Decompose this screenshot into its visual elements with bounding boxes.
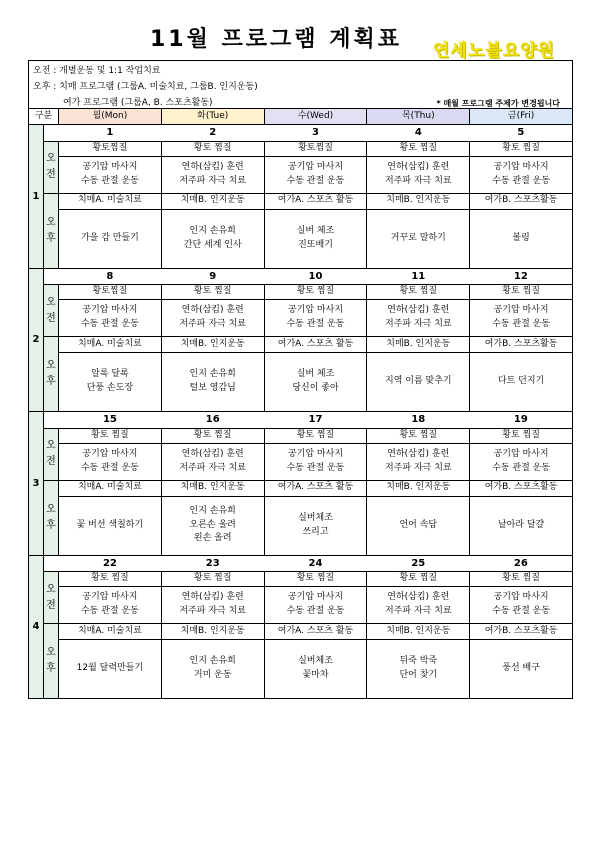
date-cell: 12 (470, 268, 573, 285)
am-main-cell (264, 443, 367, 480)
pm-activity: 오른손 올려 (189, 519, 236, 530)
pm-main-cell (264, 209, 367, 268)
pm-activity: 쓰리고 (302, 526, 329, 537)
pm-activity: 알록 달록 (91, 369, 129, 380)
info-note: * 매월 프로그램 주제가 변경됩니다 (436, 99, 560, 108)
pm-activity: 거꾸로 말하기 (390, 232, 446, 243)
date-cell: 1 (59, 125, 162, 142)
am-activity: 공기압 마사지 (287, 592, 344, 603)
am-main-cell (161, 443, 264, 480)
pm-main-cell (367, 496, 470, 555)
pm-top-cell: 치매A. 미술치료 (59, 337, 162, 353)
pm-top-row (29, 480, 573, 496)
am-activity: 수동 관절 운동 (286, 462, 345, 473)
am-activity: 연하(삼킴) 훈련 (181, 448, 244, 459)
date-cell: 18 (367, 412, 470, 429)
pm-activity: 거미 운동 (193, 670, 232, 680)
am-top-cell: 황토 찜질 (367, 285, 470, 300)
pm-top-cell: 여가B. 스포츠활동 (470, 480, 573, 496)
date-cell: 9 (161, 268, 264, 285)
am-main-cell (59, 587, 162, 624)
pm-top-cell: 치매B. 인지운동 (161, 193, 264, 209)
pm-top-cell: 여가B. 스포츠활동 (470, 624, 573, 640)
pm-activity: 털보 영감님 (189, 383, 236, 393)
am-activity: 공기압 마사지 (82, 161, 138, 172)
am-main-cell (59, 156, 162, 193)
am-top-cell: 황토 찜질 (264, 428, 367, 443)
pm-top-cell: 치매B. 인지운동 (367, 337, 470, 353)
am-activity: 연하(삼킴) 훈련 (181, 305, 244, 316)
pm-top-cell: 치매B. 인지운동 (367, 624, 470, 640)
week-date-row (29, 268, 573, 285)
am-top-cell: 황토 찜질 (470, 572, 573, 587)
am-activity: 수동 관절 운동 (492, 462, 551, 473)
pm-activity: 진또배기 (298, 239, 333, 250)
am-main-cell (367, 443, 470, 480)
am-top-cell: 황토 찜질 (367, 141, 470, 156)
am-top-cell: 황토 찜질 (470, 285, 573, 300)
pm-top-cell: 여가A. 스포츠 활동 (264, 337, 367, 353)
info-line-leisure: 여가 프로그램 (그룹A, B. 스포츠활동) (63, 98, 213, 108)
am-main-cell (264, 156, 367, 193)
pm-main-cell (367, 209, 470, 268)
week-date-row (29, 555, 573, 572)
info-line-pm: 오후 : 치매 프로그램 (그룹A. 미술치료, 그룹B. 인지운동) (33, 82, 258, 92)
pm-activity: 볼링 (512, 232, 530, 243)
pm-top-row (29, 337, 573, 353)
date-cell: 11 (367, 268, 470, 285)
am-activity: 연하(삼킴) 훈련 (181, 592, 244, 603)
pm-main-cell (264, 640, 367, 699)
date-cell: 25 (367, 555, 470, 572)
am-activity: 저주파 자극 치료 (179, 319, 246, 329)
am-activity: 연하(삼킴) 훈련 (181, 161, 244, 172)
am-top-cell: 황토 찜질 (59, 428, 162, 443)
am-top-cell: 황토찜질 (59, 141, 162, 156)
am-activity: 수동 관절 운동 (80, 319, 139, 329)
am-activity: 수동 관절 운동 (492, 175, 551, 186)
header-row (29, 109, 573, 125)
pm-activity: 실버 체조 (296, 369, 335, 380)
pm-top-row (29, 193, 573, 209)
date-blank (44, 555, 59, 572)
pm-activity: 실버 체조 (296, 225, 335, 236)
date-cell: 5 (470, 125, 573, 142)
pm-main-row (29, 209, 573, 268)
pm-activity: 12월 달력만들기 (76, 663, 144, 674)
pm-top-cell: 치매B. 인지운동 (161, 337, 264, 353)
pm-main-row (29, 353, 573, 412)
am-top-row (29, 572, 573, 587)
am-top-cell: 황토 찜질 (59, 572, 162, 587)
date-cell: 4 (367, 125, 470, 142)
am-activity: 공기압 마사지 (82, 592, 138, 603)
am-activity: 연하(삼킴) 훈련 (387, 448, 450, 459)
am-activity: 저주파 자극 치료 (179, 606, 246, 616)
am-activity: 저주파 자극 치료 (385, 319, 452, 329)
pm-top-cell: 여가A. 스포츠 활동 (264, 193, 367, 209)
date-blank (44, 125, 59, 142)
pm-main-row (29, 496, 573, 555)
am-activity: 저주파 자극 치료 (385, 606, 452, 616)
am-top-cell: 황토 찜질 (161, 141, 264, 156)
schedule-table (28, 108, 573, 699)
am-top-cell: 황토 찜질 (470, 141, 573, 156)
pm-top-cell: 치매B. 인지운동 (367, 480, 470, 496)
pm-activity: 인지 손유희 (189, 225, 236, 236)
am-top-cell: 황토 찜질 (264, 572, 367, 587)
pm-top-cell: 치매B. 인지운동 (161, 480, 264, 496)
am-activity: 수동 관절 운동 (286, 175, 345, 186)
header-day-wed: 수(Wed) (264, 109, 367, 125)
date-cell: 8 (59, 268, 162, 285)
am-main-cell (264, 587, 367, 624)
pm-activity: 날아라 달걀 (497, 519, 545, 530)
date-cell: 10 (264, 268, 367, 285)
date-cell: 23 (161, 555, 264, 572)
am-activity: 공기압 마사지 (287, 305, 344, 316)
am-main-cell (161, 587, 264, 624)
am-activity: 수동 관절 운동 (80, 462, 139, 473)
pm-main-cell (161, 496, 264, 555)
pm-activity: 다트 던지기 (497, 376, 545, 387)
am-main-cell (367, 156, 470, 193)
week-date-row (29, 412, 573, 429)
week-number: 2 (29, 268, 44, 412)
pm-main-cell (59, 209, 162, 268)
date-cell: 22 (59, 555, 162, 572)
pm-activity: 꽃 버선 색칠하기 (76, 519, 144, 530)
date-cell: 16 (161, 412, 264, 429)
pm-activity: 간단 세계 인사 (183, 239, 242, 250)
pm-top-cell: 여가B. 스포츠활동 (470, 193, 573, 209)
pm-activity: 인지 손유희 (189, 656, 236, 667)
header-day-mon: 월(Mon) (59, 109, 162, 125)
pm-main-cell (264, 353, 367, 412)
program-info-box (28, 60, 573, 108)
am-main-cell (470, 156, 573, 193)
pm-activity: 인지 손유희 (189, 369, 236, 380)
am-label: 오전 (44, 141, 59, 193)
am-activity: 수동 관절 운동 (492, 319, 551, 329)
pm-main-cell (367, 353, 470, 412)
pm-activity: 언어 속담 (399, 519, 438, 530)
pm-main-row (29, 640, 573, 699)
pm-activity: 단풍 손도장 (86, 383, 134, 393)
am-activity: 저주파 자극 치료 (385, 462, 452, 473)
am-main-row (29, 300, 573, 337)
pm-top-cell: 여가A. 스포츠 활동 (264, 480, 367, 496)
header-day-tue: 화(Tue) (161, 109, 264, 125)
pm-activity: 뒤죽 박죽 (399, 656, 438, 667)
pm-activity: 가을 감 만들기 (80, 232, 139, 243)
am-activity: 연하(삼킴) 훈련 (387, 305, 450, 316)
am-activity: 공기압 마사지 (493, 305, 549, 316)
date-blank (44, 268, 59, 285)
am-top-cell: 황토 찜질 (470, 428, 573, 443)
am-activity: 저주파 자극 치료 (385, 175, 452, 186)
week-number: 3 (29, 412, 44, 556)
am-main-row (29, 587, 573, 624)
am-activity: 저주파 자극 치료 (179, 175, 246, 186)
header-gubun: 구분 (29, 109, 59, 125)
am-main-cell (59, 443, 162, 480)
am-top-cell: 황토찜질 (59, 285, 162, 300)
am-activity: 공기압 마사지 (493, 448, 549, 459)
am-main-row (29, 443, 573, 480)
am-activity: 연하(삼킴) 훈련 (387, 592, 450, 603)
pm-top-cell: 여가B. 스포츠활동 (470, 337, 573, 353)
pm-main-cell (367, 640, 470, 699)
pm-label: 오후 (44, 193, 59, 268)
am-top-cell: 황토 찜질 (367, 428, 470, 443)
info-line-am: 오전 : 개별운동 및 1:1 작업치료 (33, 66, 161, 76)
pm-label: 오후 (44, 480, 59, 555)
am-activity: 수동 관절 운동 (286, 319, 345, 329)
pm-main-cell (161, 353, 264, 412)
am-main-cell (161, 300, 264, 337)
date-cell: 19 (470, 412, 573, 429)
am-top-row (29, 285, 573, 300)
am-top-cell: 황토찜질 (264, 141, 367, 156)
date-blank (44, 412, 59, 429)
pm-activity: 실버체조 (298, 656, 333, 667)
am-main-cell (264, 300, 367, 337)
pm-main-cell (161, 640, 264, 699)
am-top-row (29, 141, 573, 156)
am-top-cell: 황토 찜질 (367, 572, 470, 587)
pm-top-cell: 치매A. 미술치료 (59, 193, 162, 209)
am-top-row (29, 428, 573, 443)
am-activity: 연하(삼킴) 훈련 (387, 161, 450, 172)
pm-activity: 풍선 배구 (502, 663, 540, 674)
am-label: 오전 (44, 572, 59, 624)
am-activity: 공기압 마사지 (82, 448, 138, 459)
am-label: 오전 (44, 285, 59, 337)
pm-label: 오후 (44, 337, 59, 412)
brand-logo-text: 연세노블요양원 (433, 41, 555, 61)
am-activity: 공기압 마사지 (493, 161, 549, 172)
pm-activity: 꽃마차 (302, 670, 329, 680)
date-cell: 15 (59, 412, 162, 429)
pm-main-cell (59, 353, 162, 412)
am-activity: 공기압 마사지 (493, 592, 549, 603)
pm-main-cell (470, 353, 573, 412)
pm-top-cell: 치매A. 미술치료 (59, 624, 162, 640)
pm-main-cell (161, 209, 264, 268)
am-activity: 수동 관절 운동 (80, 606, 139, 616)
am-main-cell (161, 156, 264, 193)
pm-main-cell (59, 640, 162, 699)
am-main-cell (367, 300, 470, 337)
am-top-cell: 황토 찜질 (161, 572, 264, 587)
pm-activity: 당신이 좋아 (292, 383, 339, 393)
date-cell: 24 (264, 555, 367, 572)
am-main-cell (367, 587, 470, 624)
pm-top-row (29, 624, 573, 640)
pm-top-cell: 치매A. 미술치료 (59, 480, 162, 496)
am-label: 오전 (44, 428, 59, 480)
am-activity: 저주파 자극 치료 (179, 462, 246, 473)
pm-main-cell (264, 496, 367, 555)
pm-label: 오후 (44, 624, 59, 699)
week-number: 1 (29, 125, 44, 269)
pm-activity: 인지 손유희 (189, 505, 236, 516)
am-activity: 수동 관절 운동 (492, 606, 551, 616)
am-top-cell: 황토 찜질 (264, 285, 367, 300)
am-main-cell (59, 300, 162, 337)
header-day-fri: 금(Fri) (470, 109, 573, 125)
week-date-row (29, 125, 573, 142)
pm-activity: 왼손 올려 (193, 533, 232, 544)
pm-main-cell (470, 640, 573, 699)
pm-top-cell: 치매B. 인지운동 (161, 624, 264, 640)
pm-top-cell: 여가A. 스포츠 활동 (264, 624, 367, 640)
am-top-cell: 황토 찜질 (161, 285, 264, 300)
pm-main-cell (59, 496, 162, 555)
am-activity: 수동 관절 운동 (80, 175, 139, 186)
date-cell: 3 (264, 125, 367, 142)
page-title: 11월 프로그램 계획표 (150, 27, 402, 52)
am-main-cell (470, 300, 573, 337)
pm-main-cell (470, 209, 573, 268)
date-cell: 2 (161, 125, 264, 142)
am-top-cell: 황토 찜질 (161, 428, 264, 443)
pm-activity: 단어 찾기 (399, 670, 438, 680)
am-main-cell (470, 443, 573, 480)
pm-top-cell: 치매B. 인지운동 (367, 193, 470, 209)
am-activity: 공기압 마사지 (287, 448, 344, 459)
am-main-row (29, 156, 573, 193)
am-activity: 공기압 마사지 (82, 305, 138, 316)
am-activity: 수동 관절 운동 (286, 606, 345, 616)
pm-activity: 실버체조 (298, 512, 333, 523)
am-activity: 공기압 마사지 (287, 161, 344, 172)
pm-activity: 지역 이름 맞추기 (385, 376, 452, 387)
header-day-thu: 목(Thu) (367, 109, 470, 125)
pm-main-cell (470, 496, 573, 555)
date-cell: 26 (470, 555, 573, 572)
am-main-cell (470, 587, 573, 624)
date-cell: 17 (264, 412, 367, 429)
week-number: 4 (29, 555, 44, 699)
